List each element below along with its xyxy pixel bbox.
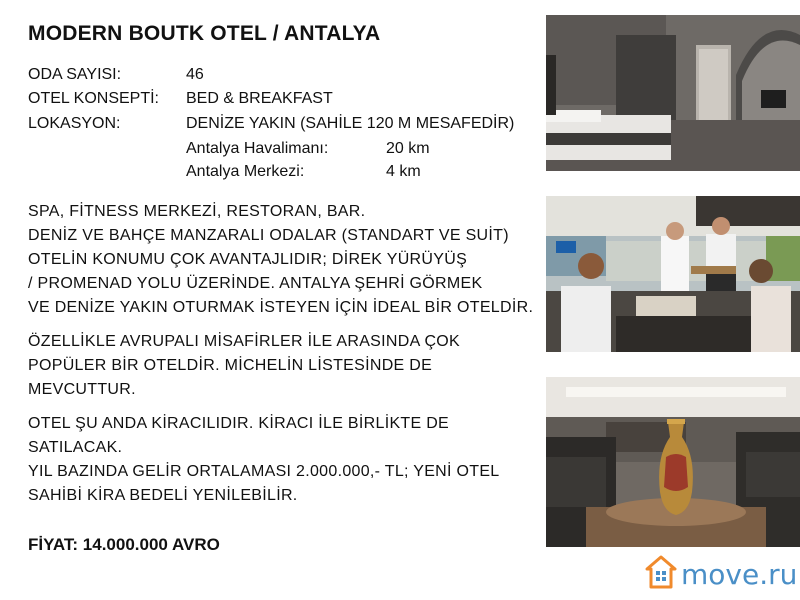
- text-line: VE DENİZE YAKIN OTURMAK İSTEYEN İÇİN İDEAL BİR OTELDİR.: [28, 299, 534, 316]
- text-line: MEVCUTTUR.: [28, 381, 136, 398]
- airport-value: 20 km: [386, 140, 430, 157]
- text-line: SAHİBİ KİRA BEDELİ YENİLEBİLİR.: [28, 487, 298, 504]
- tenant-paragraph: [28, 412, 538, 508]
- location-value: DENİZE YAKIN (SAHİLE 120 M MESAFEDİR): [186, 115, 515, 132]
- text-line: OTEL ŞU ANDA KİRACILIDIR. KİRACI İLE BİRLİKTE DE: [28, 415, 450, 432]
- popularity-paragraph: [28, 330, 538, 402]
- hotel-room-photo: [546, 15, 800, 171]
- text-line: POPÜLER BİR OTELDİR. MİCHELİN LİSTESİNDE DE: [28, 357, 433, 374]
- center-label: Antalya Merkezi:: [186, 163, 305, 180]
- text-line: / PROMENAD YOLU ÜZERİNDE. ANTALYA ŞEHRİ GÖRMEK: [28, 275, 483, 292]
- text-line: YIL BAZINDA GELİR ORTALAMASI 2.000.000,- TL; YENİ OTEL: [28, 463, 500, 480]
- text-line: SATILACAK.: [28, 439, 123, 456]
- concept-label: OTEL KONSEPTİ:: [28, 90, 159, 107]
- text-line: OTELİN KONUMU ÇOK AVANTAJLIDIR; DİREK YÜRÜYÜŞ: [28, 251, 468, 268]
- rooms-value: 46: [186, 66, 204, 83]
- house-icon: [645, 555, 677, 594]
- center-row: [186, 160, 421, 184]
- restaurant-photo: [546, 196, 800, 352]
- center-value: 4 km: [386, 163, 421, 180]
- text-line: ÖZELLİKLE AVRUPALI MİSAFİRLER İLE ARASINDA ÇOK: [28, 333, 461, 350]
- logo-text: move.ru: [681, 557, 798, 591]
- concept-value: BED & BREAKFAST: [186, 90, 333, 107]
- location-label: LOKASYON:: [28, 115, 121, 132]
- airport-row: [186, 137, 430, 161]
- move-ru-logo[interactable]: [645, 554, 797, 594]
- features-paragraph: [28, 200, 538, 320]
- text-line: DENİZ VE BAHÇE MANZARALI ODALAR (STANDART VE SUİT): [28, 227, 509, 244]
- page-title: MODERN BOUTK OTEL / ANTALYA: [28, 22, 381, 45]
- lounge-photo: [546, 377, 800, 547]
- rooms-label: ODA SAYISI:: [28, 66, 122, 83]
- airport-label: Antalya Havalimanı:: [186, 140, 329, 157]
- text-line: SPA, FİTNESS MERKEZİ, RESTORAN, BAR.: [28, 203, 366, 220]
- price: FİYAT: 14.000.000 AVRO: [28, 535, 220, 554]
